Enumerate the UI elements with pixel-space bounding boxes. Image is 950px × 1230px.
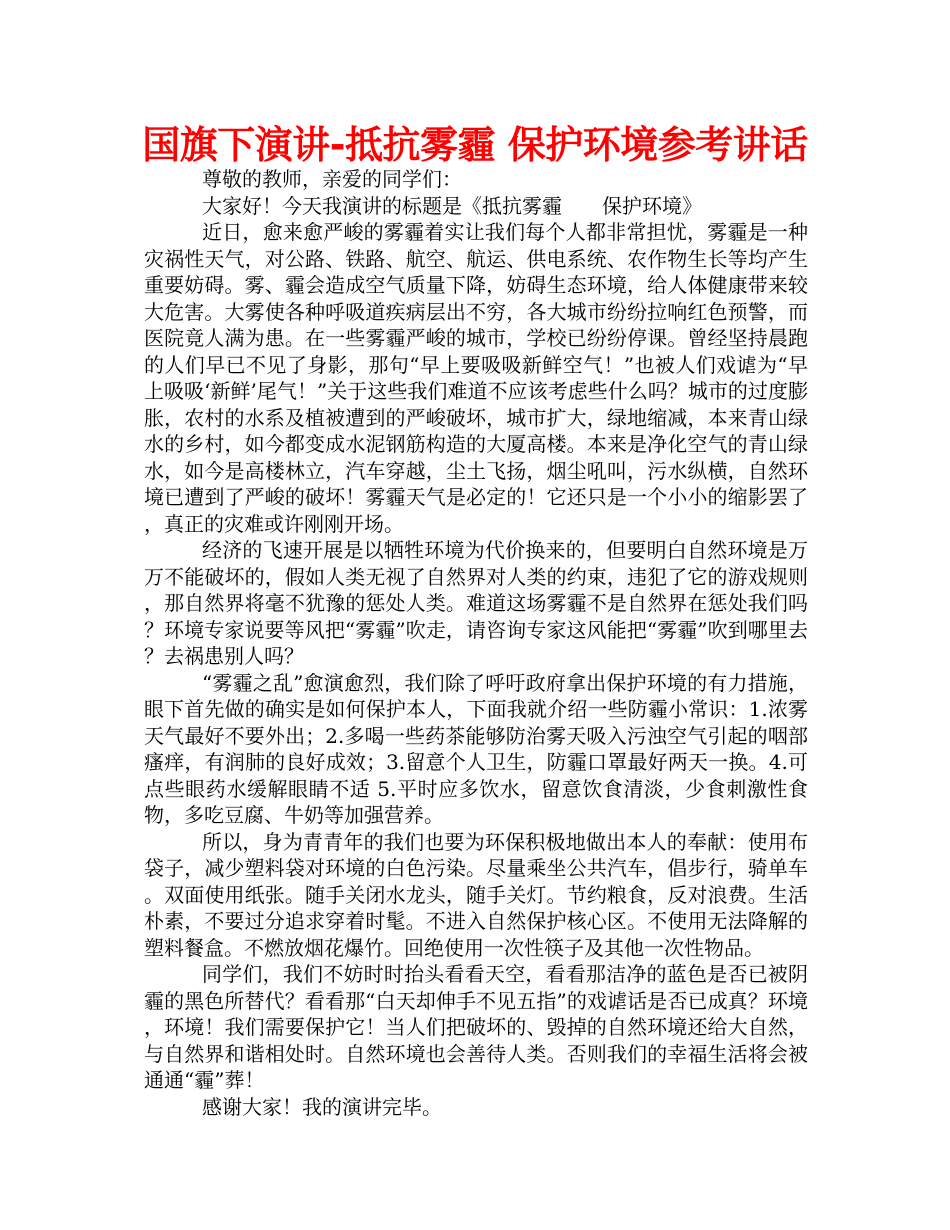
body-paragraph: 同学们，我们不妨时时抬头看看天空，看看那洁净的蓝色是否已被阴霾的黑色所替代？看看那“白天却伸手不见五指”的戏谑话是否已成真？环境，环境！我们需要保护它！当人们把破坏的、毁掉的自然环境还给大自然，与自然界和谐相处时。自然环境也会善待人类。否则我们的幸福生活将会被通通“霾”葬！ <box>144 962 808 1092</box>
body-paragraph: 经济的飞速开展是以牺牲环境为代价换来的，但要明白自然环境是万万不能破坏的，假如人类无视了自然界对人类的约束，违犯了它的游戏规则，那自然界将毫不犹豫的惩处人类。难道这场雾霾不是自然界在惩处我们吗？环境专家说要等风把“雾霾”吹走，请咨询专家这风能把“雾霾”吹到哪里去？去祸患别人吗？ <box>144 538 808 668</box>
body-paragraph: “雾霾之乱”愈演愈烈，我们除了呼吁政府拿出保护环境的有力措施，眼下首先做的确实是如何保护本人，下面我就介绍一些防霾小常识：1.浓雾天气最好不要外出；2.多喝一些药茶能够防治雾天吸入污浊空气引起的咽部瘙痒，有润肺的良好成效；3.留意个人卫生，防霾口罩最好两天一换。4.可点些眼药水缓解眼睛不适 5.平时应多饮水，留意饮食清淡，少食刺激性食物，多吃豆腐、牛奶等加强营养。 <box>144 670 808 827</box>
body-paragraph: 近日，愈来愈严峻的雾霾着实让我们每个人都非常担忧，雾霾是一种灾祸性天气，对公路、铁路、航空、航运、供电系统、农作物生长等均产生重要妨碍。雾、霾会造成空气质量下降，妨碍生态环境，给人体健康带来较大危害。大雾使各种呼吸道疾病层出不穷，各大城市纷纷拉响红色预警，而医院竟人满为患。在一些雾霾严峻的城市，学校已纷纷停课。曾经坚持晨跑的人们早已不见了身影，那句“早上要吸吸新鲜空气！”也被人们戏谑为“早上吸吸‘新鲜’尾气！”关于这些我们难道不应该考虑些什么吗？城市的过度膨胀，农村的水系及植被遭到的严峻破坏，城市扩大，绿地缩减，本来青山绿水的乡村，如今都变成水泥钢筋构造的大厦高楼。本来是净化空气的青山绿水，如今是高楼林立，汽车穿越，尘土飞扬，烟尘吼叫，污水纵横，自然环境已遭到了严峻的破坏！雾霾天气是必定的！它还只是一个小小的缩影罢了，真正的灾难或许刚刚开场。 <box>144 220 808 536</box>
document-title: 国旗下演讲-抵抗雾霾 保护环境参考讲话 <box>142 123 808 167</box>
greeting-paragraph: 大家好！今天我演讲的标题是《抵抗雾霾 保护环境》 <box>202 193 702 218</box>
body-paragraph: 所以，身为青青年的我们也要为环保积极地做出本人的奉献：使用布袋子，减少塑料袋对环境的白色污染。尽量乘坐公共汽车，倡步行，骑单车。双面使用纸张。随手关闭水龙头，随手关灯。节约粮食，反对浪费。生活朴素，不要过分追求穿着时髦。不进入自然保护核心区。不使用无法降解的塑料餐盒。不燃放烟花爆竹。回绝使用一次性筷子及其他一次性物品。 <box>144 829 808 960</box>
salutation-paragraph: 尊敬的教师，亲爱的同学们： <box>202 167 462 191</box>
document-body <box>144 166 808 1120</box>
closing-paragraph: 感谢大家！我的演讲完毕。 <box>202 1094 442 1119</box>
